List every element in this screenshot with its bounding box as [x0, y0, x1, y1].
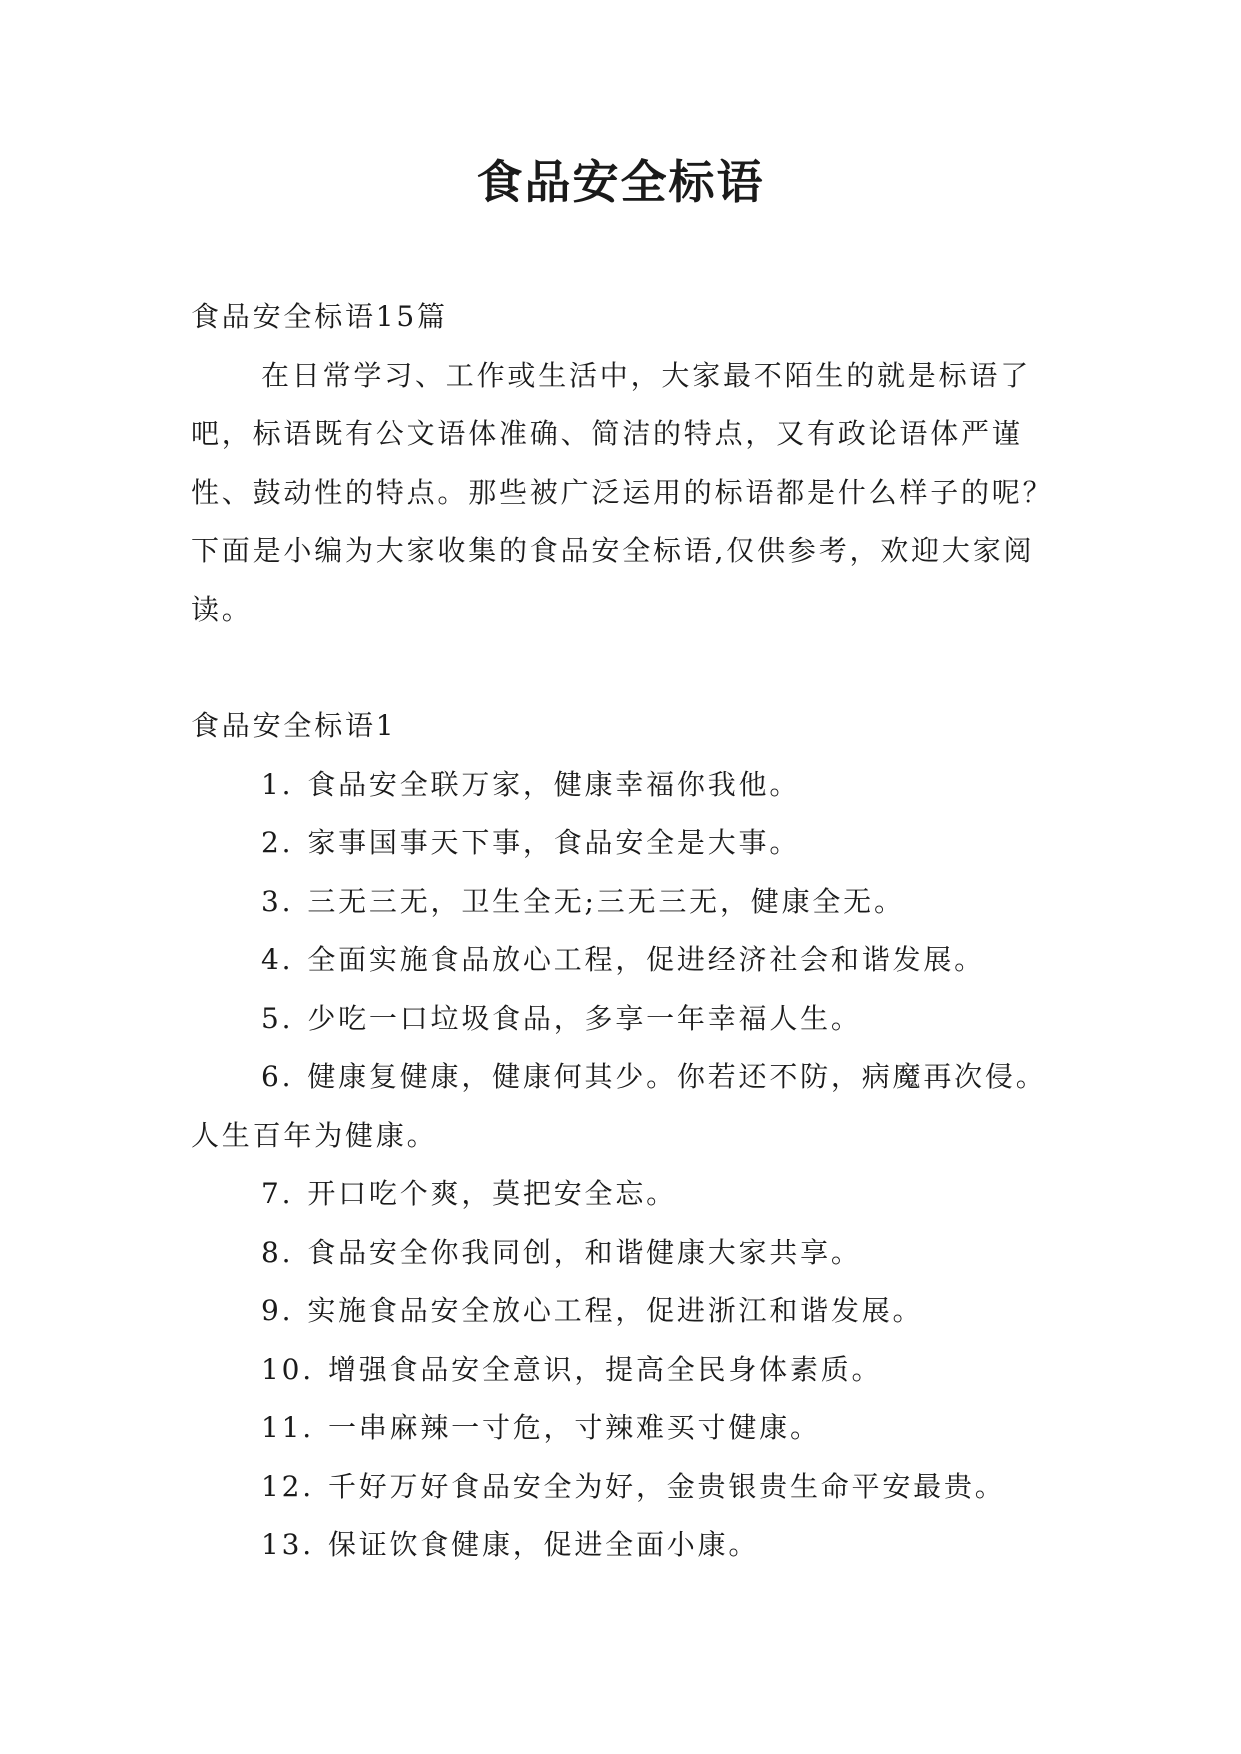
intro-paragraph: 在日常学习、工作或生活中，大家最不陌生的就是标语了吧，标语既有公文语体准确、简洁的特点，又有政论语体严谨性、鼓动性的特点。那些被广泛运用的标语都是什么样子的呢？下面是小编为大家收集的食品安全标语,仅供参考，欢迎大家阅读。	[191, 358, 1054, 626]
slogan-item	[191, 1165, 1071, 1224]
slogan-item	[191, 990, 1071, 1049]
slogan-number: 12.	[261, 1469, 314, 1503]
slogan-text: 一串麻辣一寸危，寸辣难买寸健康。	[327, 1411, 821, 1444]
slogan-item	[191, 756, 1071, 815]
slogan-text: 千好万好食品安全为好，金贵银贵生命平安最贵。	[327, 1469, 1006, 1503]
slogan-number: 3.	[261, 884, 294, 918]
slogan-item	[191, 1399, 1071, 1458]
slogan-item	[191, 1282, 1071, 1341]
slogan-number: 13.	[261, 1528, 314, 1561]
slogan-number: 10.	[261, 1352, 314, 1386]
slogan-number: 7.	[261, 1177, 294, 1210]
slogan-text: 保证饮食健康，促进全面小康。	[327, 1528, 760, 1561]
slogan-text: 健康复健康，健康何其少。你若还不防，病魔再次侵。人生百年为健康。	[191, 1060, 1047, 1152]
slogan-text: 增强食品安全意识，提高全民身体素质。	[327, 1352, 883, 1386]
slogan-text: 食品安全你我同创，和谐健康大家共享。	[307, 1235, 862, 1269]
slogan-text: 家事国事天下事，食品安全是大事。	[307, 826, 801, 859]
slogan-number: 1.	[261, 767, 294, 801]
document-title: 食品安全标语	[476, 155, 765, 209]
slogan-text: 少吃一口垃圾食品，多享一年幸福人生。	[307, 1001, 862, 1035]
slogan-item	[191, 1458, 1071, 1517]
slogan-number: 11.	[261, 1411, 314, 1444]
document-subtitle: 食品安全标语15篇	[191, 300, 448, 333]
document-body	[191, 288, 1071, 1575]
slogan-number: 2.	[261, 826, 294, 859]
paragraph-spacer	[191, 639, 1071, 697]
slogan-text: 全面实施食品放心工程，促进经济社会和谐发展。	[307, 943, 985, 976]
slogan-item	[191, 1048, 1071, 1165]
slogan-number: 9.	[261, 1294, 294, 1327]
slogan-item	[191, 1516, 1071, 1575]
slogan-text: 实施食品安全放心工程，促进浙江和谐发展。	[307, 1294, 924, 1327]
slogan-text: 三无三无，卫生全无;三无三无，健康全无。	[307, 884, 905, 918]
slogan-number: 6.	[261, 1060, 294, 1093]
section-heading: 食品安全标语1	[191, 709, 397, 742]
slogan-item	[191, 931, 1071, 990]
slogan-item	[191, 1341, 1071, 1400]
slogan-number: 8.	[261, 1235, 294, 1269]
slogan-item	[191, 814, 1071, 873]
slogan-number: 5.	[261, 1001, 294, 1035]
slogan-number: 4.	[261, 943, 294, 976]
slogan-item	[191, 1224, 1071, 1283]
slogan-text: 食品安全联万家，健康幸福你我他。	[307, 767, 801, 801]
slogan-item	[191, 873, 1071, 932]
slogan-text: 开口吃个爽，莫把安全忘。	[307, 1177, 677, 1210]
